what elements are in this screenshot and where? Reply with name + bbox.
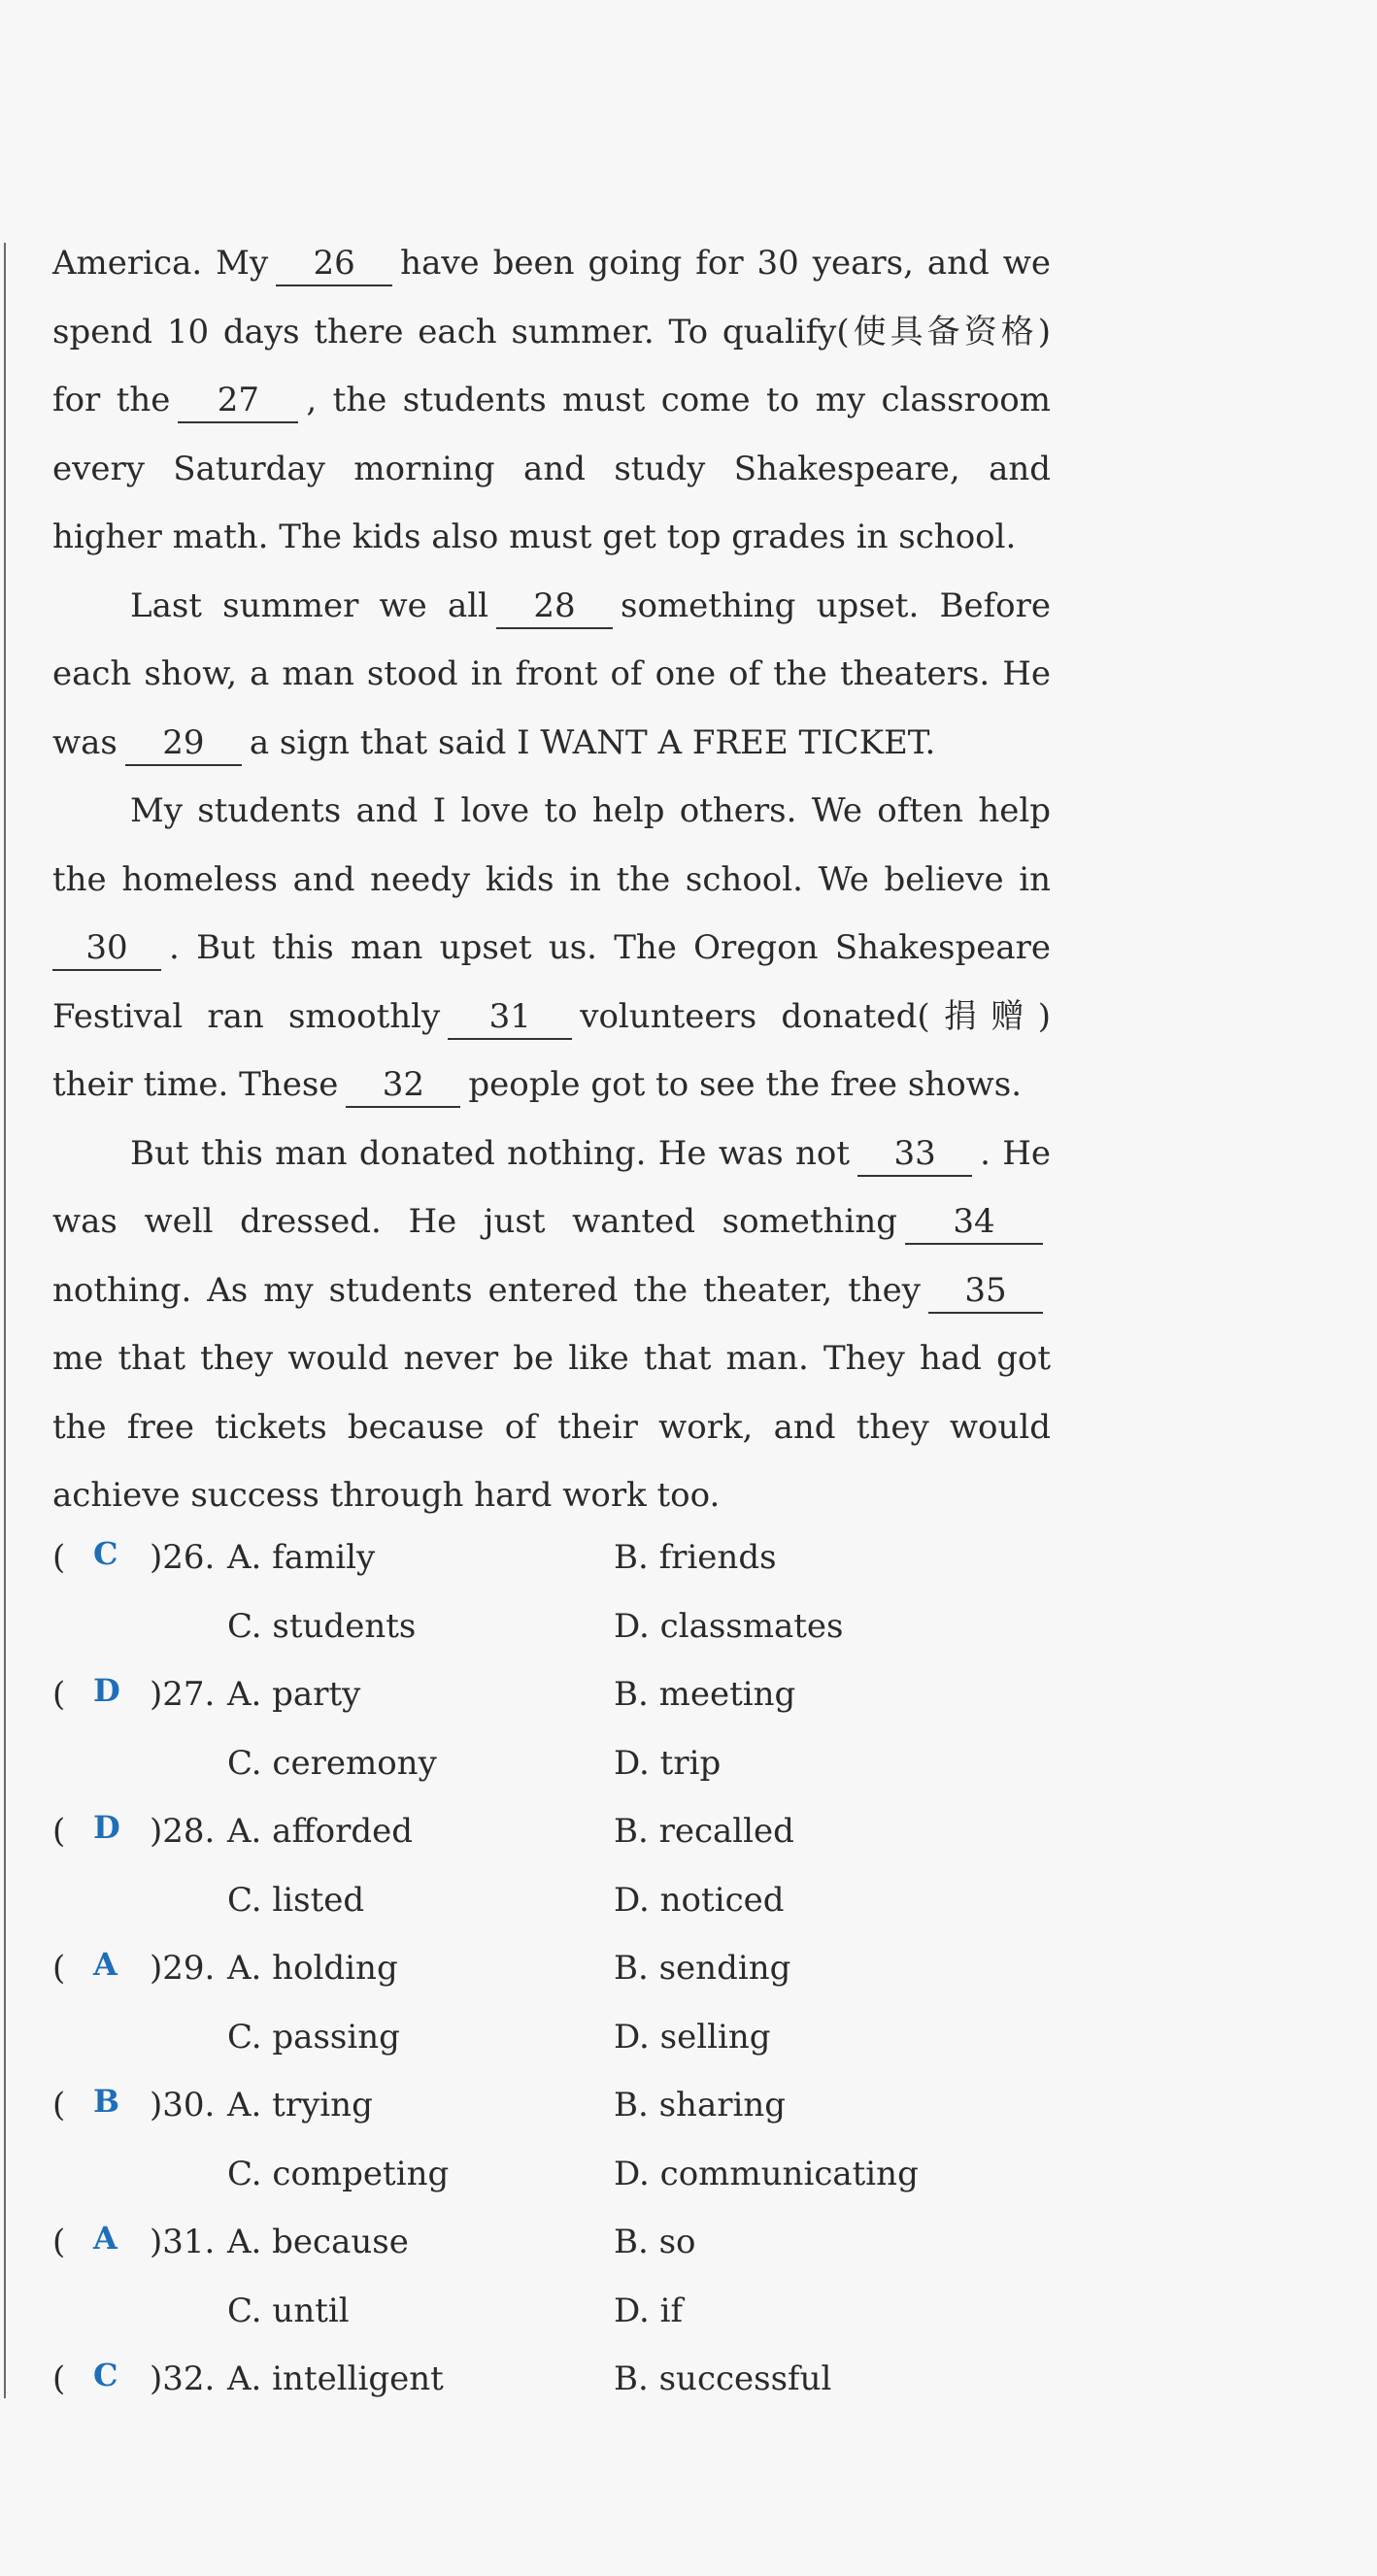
question-row-2	[52, 1729, 1121, 1798]
question-row-2	[52, 1866, 1121, 1935]
option-b: B. sharing	[614, 2086, 787, 2124]
answer-paren: (	[52, 1538, 66, 1577]
paragraph-3	[52, 777, 1051, 1120]
option-b: B. meeting	[614, 1675, 796, 1714]
passage-text: have been going for 30 years, and we spend 10 days there each summer. To qualify(使具备资格) for the	[52, 244, 1051, 419]
passage-text: , the students must come to my classroom every Saturday morning and study Shakespeare, and higher math. The kids also must get top grades in school.	[52, 381, 1052, 556]
option-c: C. listed	[227, 1880, 365, 1920]
passage-text: But this man donated nothing. He was not	[130, 1133, 851, 1173]
question-number: )30.	[150, 2086, 216, 2124]
margin-line	[4, 243, 6, 2398]
option-b: B. friends	[614, 1538, 777, 1577]
option-a: A. family	[227, 1538, 376, 1577]
passage-text: people got to see the free shows.	[468, 1065, 1023, 1104]
answer-paren: (	[52, 1949, 66, 1988]
option-b: B. so	[614, 2223, 696, 2261]
question-number: )26.	[150, 1538, 216, 1577]
option-b: B. successful	[614, 2359, 832, 2398]
question-number: )28.	[150, 1812, 216, 1851]
option-a: A. afforded	[227, 1812, 413, 1851]
question-number: )31.	[150, 2223, 216, 2261]
question-row-2	[52, 2003, 1121, 2072]
question-row-2	[52, 2277, 1121, 2346]
option-d: D. noticed	[614, 1880, 785, 1920]
blank-26: 26	[276, 242, 392, 286]
option-c: C. ceremony	[227, 1743, 437, 1783]
answer-mark: C	[93, 1535, 118, 1572]
passage-text: nothing. As my students entered the theater, they	[52, 1270, 921, 1310]
passage-text: me that they would never be like that man. They had got the free tickets because of their work, and they would achieve success through hard work too.	[52, 1339, 1051, 1515]
question-row	[52, 1523, 1121, 1592]
blank-30: 30	[52, 926, 161, 971]
answer-mark: D	[93, 1672, 120, 1709]
question-row	[52, 2208, 1121, 2277]
blank-35: 35	[928, 1269, 1043, 1314]
blank-29: 29	[125, 721, 242, 766]
option-c: C. until	[227, 2291, 350, 2330]
passage-text: Last summer we all	[130, 585, 488, 625]
answer-mark: C	[93, 2357, 118, 2393]
option-a: A. because	[227, 2223, 409, 2261]
blank-31: 31	[448, 995, 572, 1040]
passage-text: . He was well dressed. He just wanted something	[52, 1133, 1051, 1241]
passage-text: something upset. Before each show, a man stood in front of one of the theaters. He was	[52, 585, 1052, 762]
passage-text: volunteers donated(捐赠) their time. These	[52, 996, 1051, 1104]
question-row	[52, 1934, 1121, 2003]
option-a: A. trying	[227, 2086, 373, 2124]
answer-mark: D	[93, 1809, 120, 1846]
option-c: C. competing	[227, 2154, 450, 2193]
option-d: D. trip	[614, 1743, 722, 1783]
passage-text: America. My	[52, 244, 269, 283]
blank-27: 27	[178, 379, 298, 423]
answer-paren: (	[52, 1675, 66, 1714]
paragraph-2	[52, 572, 1051, 778]
option-d: D. communicating	[614, 2154, 919, 2193]
answer-mark: B	[93, 2083, 120, 2120]
question-number: )29.	[150, 1949, 216, 1988]
answer-paren: (	[52, 2086, 66, 2124]
blank-34: 34	[905, 1200, 1043, 1245]
passage	[52, 229, 1051, 1530]
question-number: )27.	[150, 1675, 216, 1714]
question-row-2	[52, 2140, 1121, 2209]
answer-mark: A	[93, 2220, 118, 2257]
passage-text: My students and I love to help others. We often help the homeless and needy kids in the school. We believe in	[52, 791, 1051, 899]
option-a: A. holding	[227, 1949, 398, 1988]
options-list	[52, 1523, 1121, 2414]
paragraph-1	[52, 229, 1051, 572]
question-row	[52, 2345, 1121, 2414]
answer-paren: (	[52, 2223, 66, 2261]
question-row	[52, 1660, 1121, 1729]
option-c: C. students	[227, 1606, 417, 1646]
option-a: A. intelligent	[227, 2359, 444, 2398]
passage-text: a sign that said I WANT A FREE TICKET.	[249, 722, 936, 762]
blank-33: 33	[857, 1132, 972, 1177]
option-a: A. party	[227, 1675, 361, 1714]
option-d: D. selling	[614, 2017, 771, 2057]
paragraph-4	[52, 1120, 1051, 1530]
option-b: B. sending	[614, 1949, 791, 1988]
option-d: D. if	[614, 2291, 684, 2330]
option-d: D. classmates	[614, 1606, 844, 1646]
option-b: B. recalled	[614, 1812, 794, 1851]
answer-paren: (	[52, 1812, 66, 1851]
answer-paren: (	[52, 2359, 66, 2398]
question-number: )32.	[150, 2359, 216, 2398]
blank-28: 28	[496, 585, 613, 629]
option-c: C. passing	[227, 2017, 400, 2057]
question-row-2	[52, 1592, 1121, 1661]
blank-32: 32	[346, 1063, 460, 1108]
passage-text: . But this man upset us. The Oregon Shakespeare Festival ran smoothly	[52, 928, 1051, 1036]
question-row	[52, 2071, 1121, 2140]
answer-mark: A	[93, 1946, 118, 1983]
question-row	[52, 1797, 1121, 1866]
